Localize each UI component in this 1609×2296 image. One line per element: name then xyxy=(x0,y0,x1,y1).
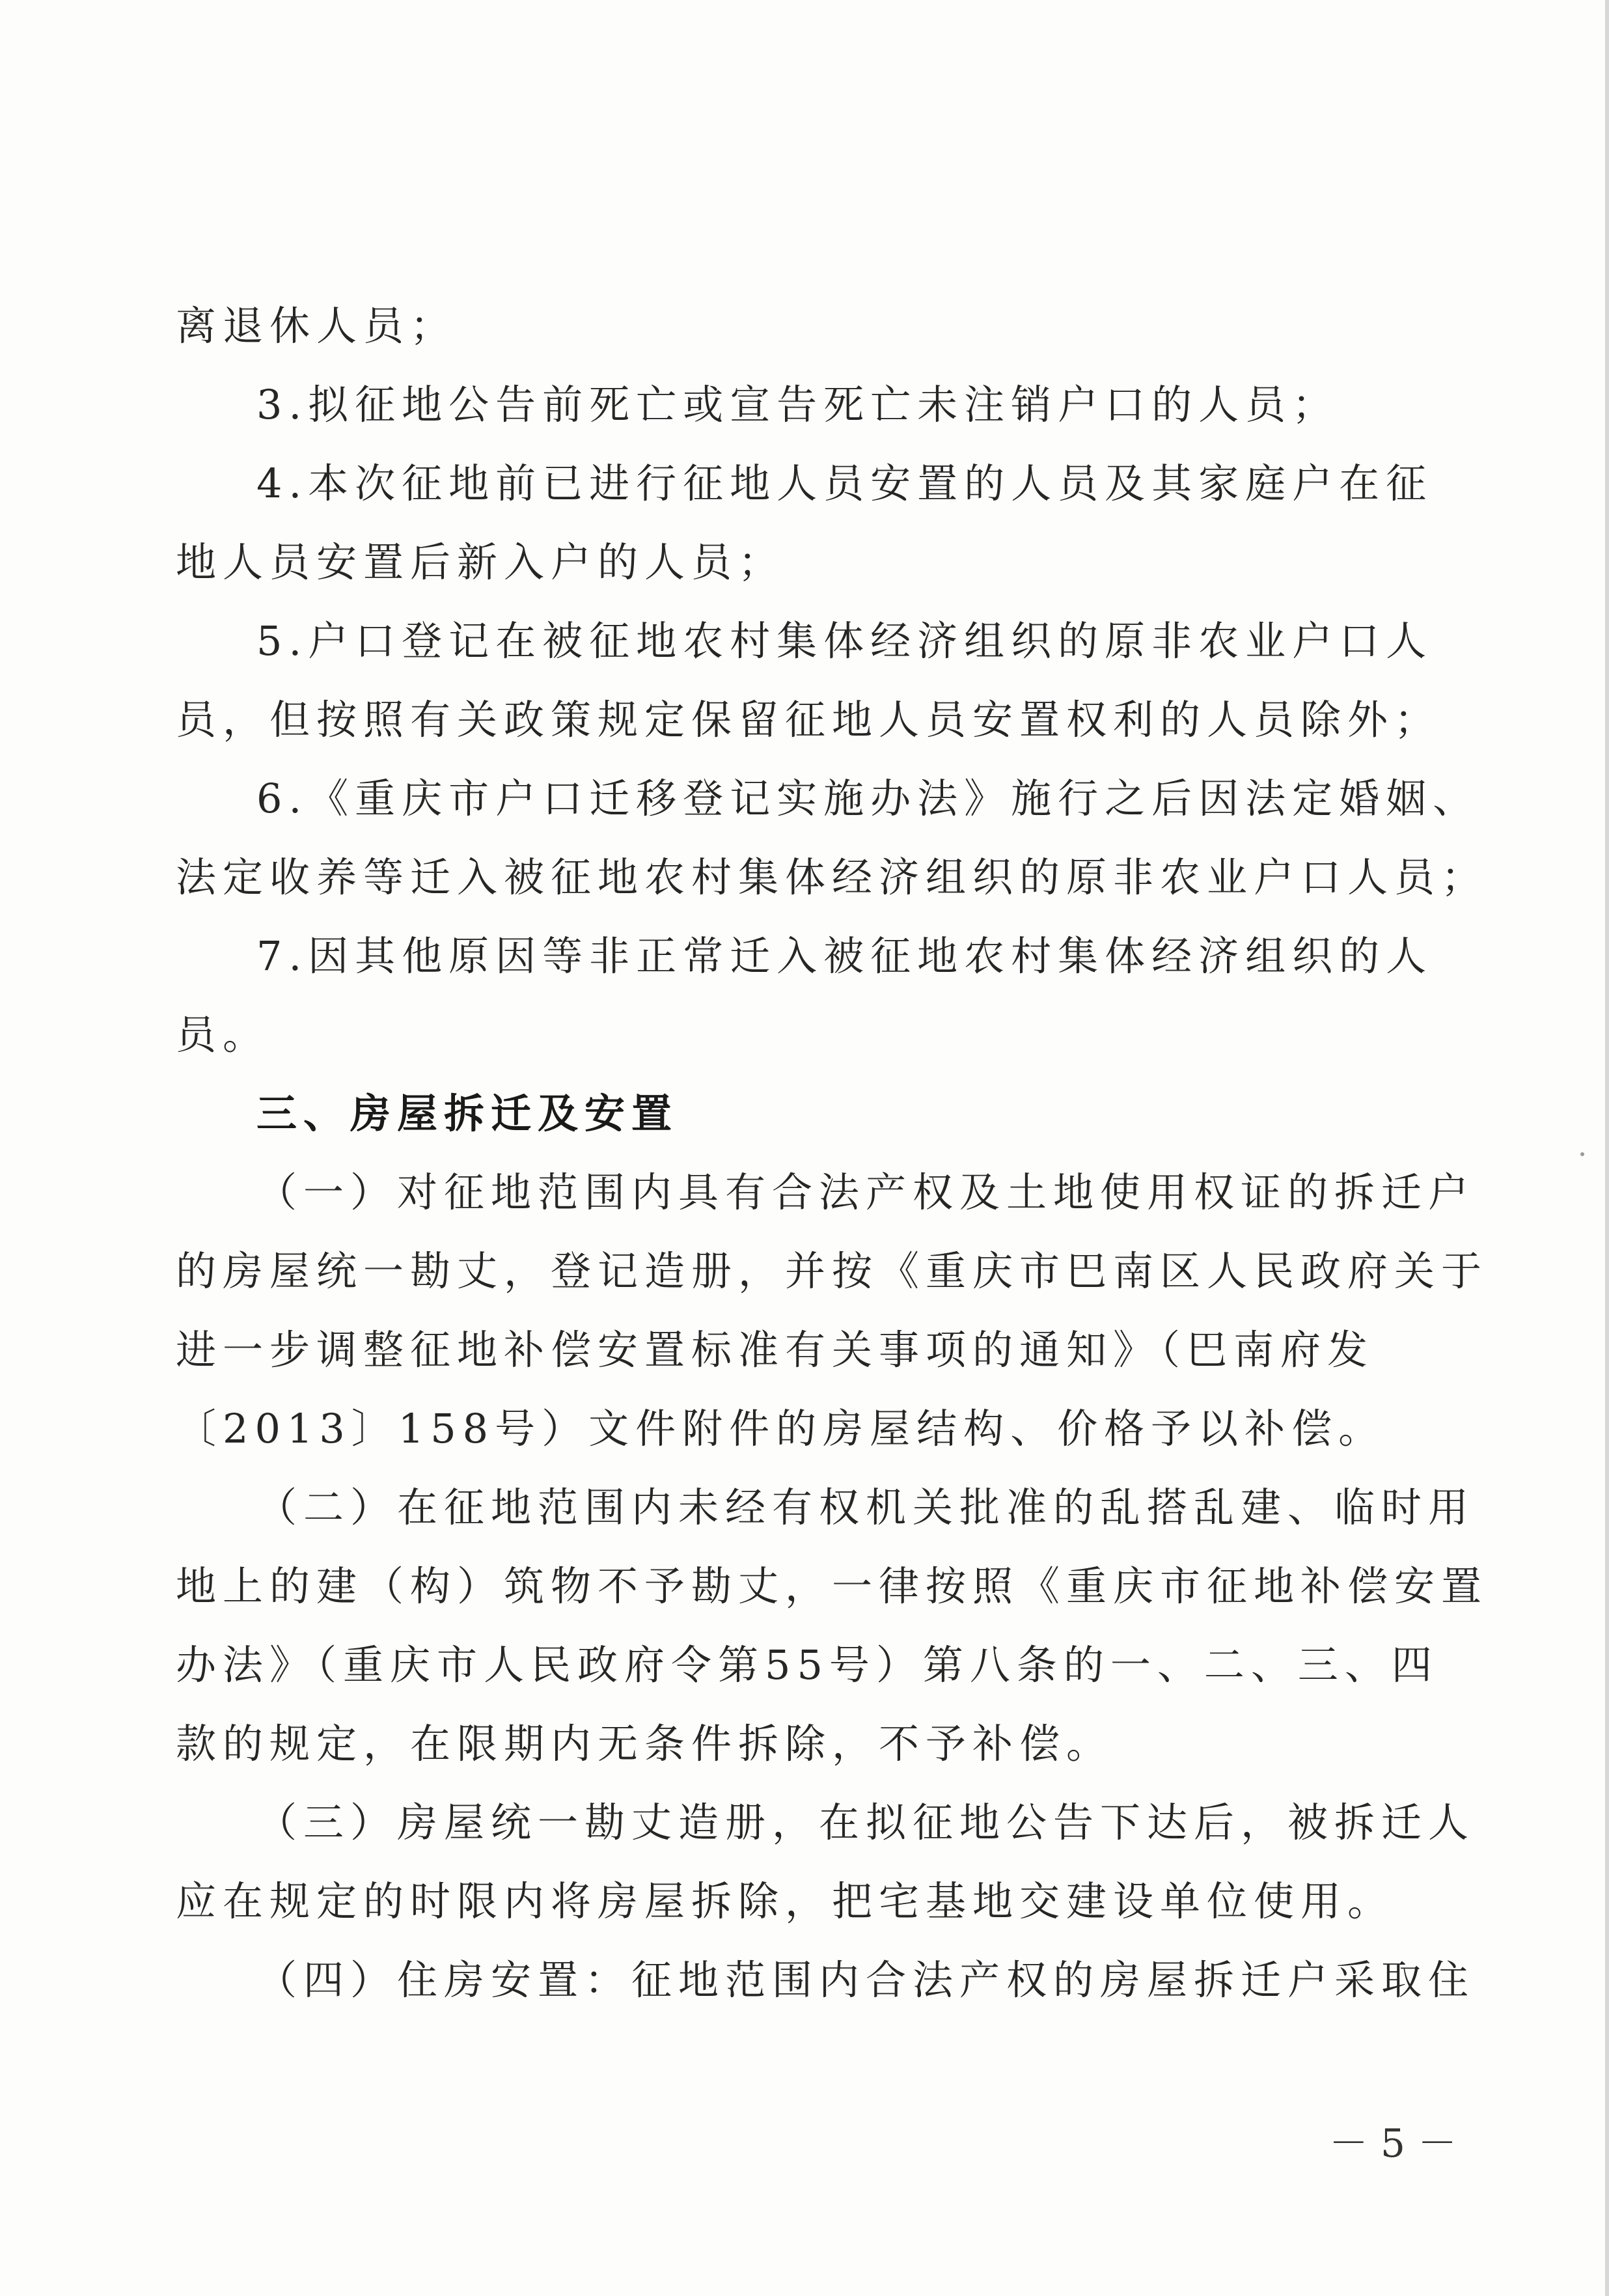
text-line: 3.拟征地公告前死亡或宣告死亡未注销户口的人员； xyxy=(256,381,1340,428)
scan-artifact xyxy=(1580,1152,1584,1156)
text-line: 法定收养等迁入被征地农村集体经济组织的原非农业户口人员； xyxy=(176,853,1489,901)
text-line: （三）房屋统一勘丈造册，在拟征地公告下达后，被拆迁人 xyxy=(256,1799,1476,1846)
text-line: 离退休人员； xyxy=(176,302,458,350)
text-line: 员。 xyxy=(176,1011,270,1058)
text-line: （四）住房安置：征地范围内合法产权的房屋拆迁户采取住 xyxy=(256,1956,1476,2004)
text-line: 地上的建（构）筑物不予勘丈，一律按照《重庆市征地补偿安置 xyxy=(176,1562,1489,1610)
text-line: 4.本次征地前已进行征地人员安置的人员及其家庭户在征 xyxy=(256,460,1433,507)
text-line: 款的规定，在限期内无条件拆除，不予补偿。 xyxy=(176,1720,1114,1767)
text-line: （一）对征地范围内具有合法产权及土地使用权证的拆迁户 xyxy=(256,1169,1476,1216)
document-body xyxy=(176,286,1489,2019)
text-line: 进一步调整征地补偿安置标准有关事项的通知》（巴南府发 xyxy=(176,1326,1375,1374)
text-line: （二）在征地范围内未经有权机关批准的乱搭乱建、临时用 xyxy=(256,1484,1476,1531)
text-line: 地人员安置后新入户的人员； xyxy=(176,538,786,586)
text-line: 员，但按照有关政策规定保留征地人员安置权利的人员除外； xyxy=(176,696,1442,743)
text-line: 应在规定的时限内将房屋拆除，把宅基地交建设单位使用。 xyxy=(176,1877,1395,1925)
section-heading: 三、房屋拆迁及安置 xyxy=(256,1090,679,1137)
text-line: 的房屋统一勘丈，登记造册，并按《重庆市巴南区人民政府关于 xyxy=(176,1247,1489,1295)
page-number: － 5 － xyxy=(1328,2121,1457,2166)
text-line: 6.《重庆市户口迁移登记实施办法》施行之后因法定婚姻、 xyxy=(256,775,1480,822)
text-line: 5.户口登记在被征地农村集体经济组织的原非农业户口人 xyxy=(256,617,1433,665)
text-line: 7.因其他原因等非正常迁入被征地农村集体经济组织的人 xyxy=(256,932,1433,980)
text-line: 〔2013〕158号）文件附件的房屋结构、价格予以补偿。 xyxy=(176,1405,1386,1452)
text-line: 办法》（重庆市人民政府令第55号）第八条的一、二、三、四 xyxy=(176,1641,1438,1689)
